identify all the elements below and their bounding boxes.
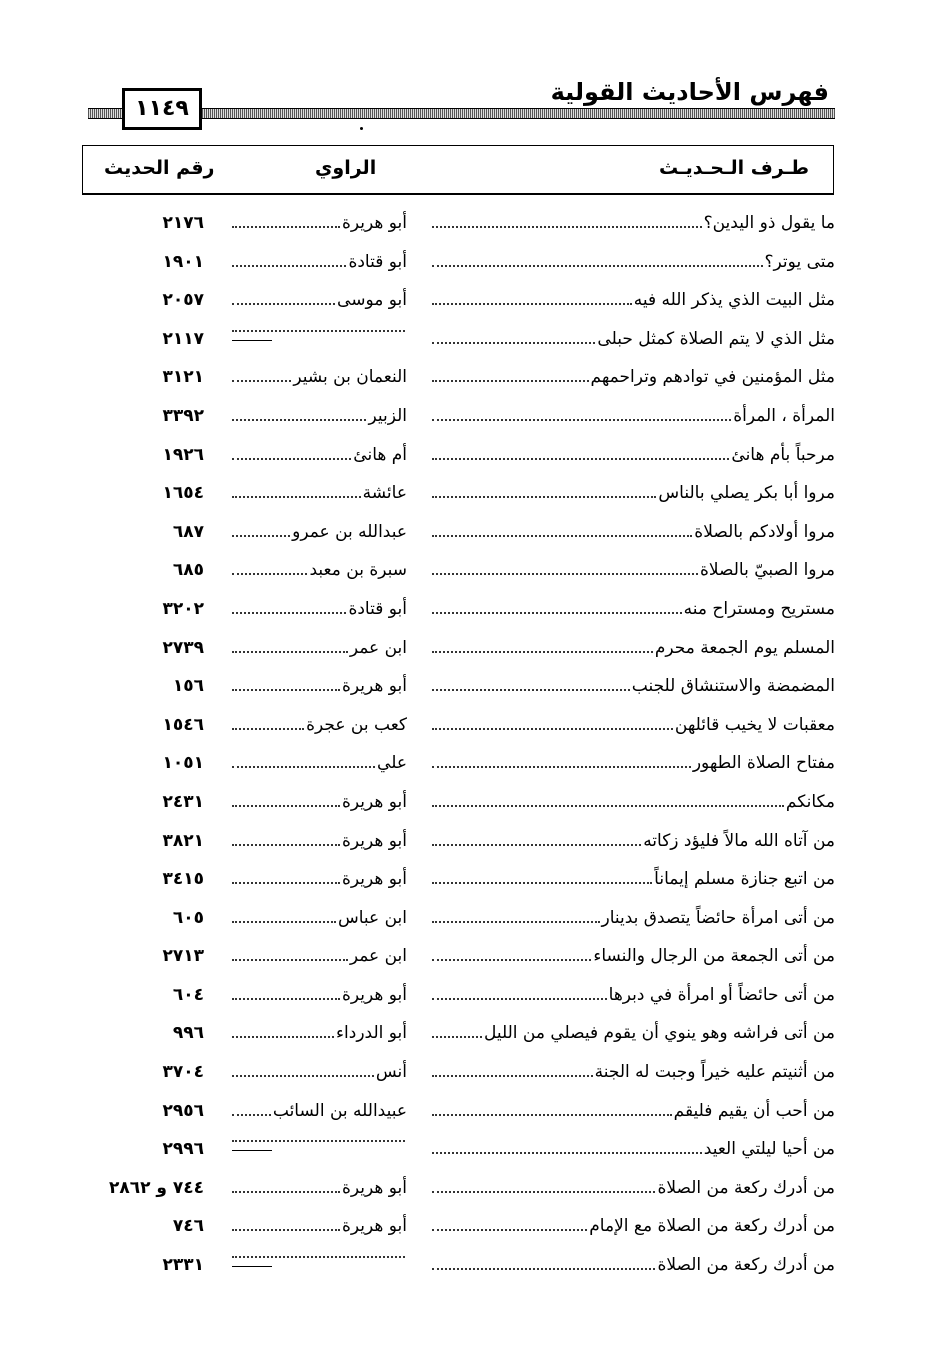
dot-leader	[432, 1190, 655, 1193]
dot-leader	[232, 329, 405, 332]
hadith-text: مكانكم	[785, 791, 835, 812]
narrator-text: النعمان بن بشير	[293, 367, 407, 388]
narrator-cell	[232, 522, 407, 542]
hadith-text: مثل المؤمنين في توادهم وتراحمهم	[590, 367, 835, 388]
dot-leader	[232, 1190, 340, 1193]
hadith-number: ١٠٥١	[162, 753, 204, 774]
narrator-text: أبو هريرة	[341, 213, 407, 233]
column-header-narrator: الراوي	[315, 157, 377, 179]
dot-leader	[432, 881, 652, 884]
hadith-text: من أتى امرأة حائضاً يتصدق بدينار	[601, 907, 835, 928]
hadith-cell	[432, 985, 835, 1005]
narrator-cell	[232, 676, 407, 696]
hadith-text: من أتى حائضاً أو امرأة في دبرها	[608, 984, 835, 1005]
hadith-cell	[432, 638, 835, 658]
narrator-cell	[232, 1023, 407, 1043]
hadith-number: ٣٣٩٢	[162, 405, 204, 426]
hadith-number: ٢٠٥٧	[162, 290, 204, 311]
hadith-number: ١٥٤٦	[162, 714, 204, 735]
hadith-text: المضمضة والاستنشاق للجنب	[631, 676, 835, 697]
dot-leader	[432, 379, 589, 382]
narrator-text: أبو موسى	[337, 290, 407, 311]
hadith-number: ٢١٧٦	[162, 213, 204, 233]
table-row	[0, 828, 939, 867]
hadith-text: من أدرك ركعة من الصلاة مع الإمام	[589, 1216, 835, 1237]
hadith-text: ما يقول ذو اليدين؟	[703, 213, 835, 233]
hadith-text: من أحب أن يقيم فليقم	[673, 1100, 835, 1121]
dot-leader	[432, 650, 653, 653]
narrator-cell	[232, 1062, 407, 1082]
narrator-text: أبو قتادة	[348, 598, 407, 619]
hadith-number: ٣٤١٥	[162, 869, 204, 890]
hadith-text: متى يوتر؟	[764, 251, 835, 272]
table-row	[0, 1098, 939, 1137]
table-row	[0, 210, 939, 249]
narrator-cell	[232, 1139, 407, 1147]
table-row	[0, 982, 939, 1021]
table-row	[0, 1059, 939, 1098]
table-row	[0, 1136, 939, 1175]
column-header-number: رقم الحديث	[104, 157, 215, 179]
table-row	[0, 480, 939, 519]
table-row	[0, 635, 939, 674]
hadith-text: من أتى فراشه وهو ينوي أن يقوم فيصلي من الليل	[483, 1023, 835, 1044]
no-narrator-dash	[232, 1150, 272, 1151]
hadith-text: مستريح ومستراح منه	[683, 598, 835, 619]
narrator-text: أم هانئ	[353, 444, 407, 465]
dot-leader	[232, 534, 290, 537]
hadith-text: مروا الصبيّ بالصلاة	[699, 560, 835, 581]
dot-leader	[432, 1267, 655, 1270]
narrator-cell	[232, 1216, 407, 1236]
hadith-number: ١٦٥٤	[162, 483, 204, 504]
no-narrator-dash	[232, 340, 272, 341]
narrator-text: أبو قتادة	[348, 251, 407, 272]
narrator-text: أبو هريرة	[341, 830, 407, 851]
dot-leader	[232, 611, 346, 614]
hadith-text: مفتاح الصلاة الطهور	[692, 753, 835, 774]
narrator-cell	[232, 445, 407, 465]
hadith-cell	[432, 792, 835, 812]
hadith-cell	[432, 329, 835, 349]
dot-leader	[432, 804, 784, 807]
hadith-cell	[432, 406, 835, 426]
hadith-number: ٣٨٢١	[162, 830, 204, 851]
narrator-cell	[232, 213, 407, 233]
dot-leader	[232, 843, 340, 846]
narrator-text: أبو هريرة	[341, 1216, 407, 1237]
table-row	[0, 1020, 939, 1059]
narrator-cell	[232, 599, 407, 619]
dot-leader	[432, 418, 731, 421]
narrator-cell	[232, 406, 407, 426]
dot-leader	[432, 958, 591, 961]
dot-leader	[232, 688, 340, 691]
table-row	[0, 557, 939, 596]
narrator-cell	[232, 753, 407, 773]
hadith-cell	[432, 599, 835, 619]
narrator-cell	[232, 908, 407, 928]
narrator-cell	[232, 1101, 407, 1121]
narrator-text: عبيدالله بن السائب	[272, 1100, 407, 1121]
hadith-text: من أتى الجمعة من الرجال والنساء	[593, 946, 835, 967]
hadith-text: مرحباً بأم هانئ	[731, 444, 835, 465]
hadith-cell	[432, 252, 835, 272]
hadith-number: ٢١١٧	[162, 328, 204, 349]
dot-leader	[232, 1139, 405, 1142]
hadith-cell	[432, 1255, 835, 1275]
narrator-cell	[232, 638, 407, 658]
hadith-number: ٦٠٤	[172, 984, 204, 1005]
hadith-cell	[432, 560, 835, 580]
hadith-cell	[432, 1062, 835, 1082]
hadith-cell	[432, 290, 835, 310]
dot-leader	[432, 1228, 587, 1231]
hadith-number: ٢٣٣١	[162, 1255, 204, 1276]
hadith-number: ٢٩٩٦	[162, 1139, 204, 1160]
running-title: فهرس الأحاديث القولية	[550, 78, 829, 106]
hadith-number: ٣٢٠٢	[162, 598, 204, 619]
table-row	[0, 364, 939, 403]
dot-leader	[232, 225, 340, 228]
narrator-text: أبو الدرداء	[336, 1023, 407, 1044]
hadith-number: ٢٩٥٦	[162, 1100, 204, 1121]
table-row	[0, 249, 939, 288]
dot-leader	[432, 997, 607, 1000]
hadith-cell	[432, 869, 835, 889]
dot-leader	[232, 958, 348, 961]
table-row	[0, 673, 939, 712]
hadith-text: من أحيا ليلتي العيد	[703, 1139, 835, 1160]
hadith-cell	[432, 1101, 835, 1121]
hadith-cell	[432, 1023, 835, 1043]
dot-leader	[432, 1074, 593, 1077]
dot-leader	[232, 1113, 271, 1116]
hadith-number: ٣٧٠٤	[162, 1062, 204, 1083]
table-row	[0, 943, 939, 982]
hadith-number: ٦٨٥	[172, 560, 204, 581]
dot-leader	[232, 495, 361, 498]
dot-leader	[432, 843, 641, 846]
hadith-cell	[432, 522, 835, 542]
table-row	[0, 712, 939, 751]
dot-leader	[232, 457, 351, 460]
narrator-text: أبو هريرة	[341, 1177, 407, 1198]
hadith-cell	[432, 445, 835, 465]
table-row	[0, 750, 939, 789]
hadith-cell	[432, 1216, 835, 1236]
hadith-number: ١٥٦	[172, 676, 204, 697]
hadith-cell	[432, 213, 835, 233]
narrator-text: أبو هريرة	[341, 869, 407, 890]
hadith-number: ١٩٢٦	[162, 444, 204, 465]
narrator-cell	[232, 792, 407, 812]
hadith-number: ٦٨٧	[172, 521, 204, 542]
table-row	[0, 905, 939, 944]
narrator-cell	[232, 946, 407, 966]
dot-leader	[232, 1074, 374, 1077]
table-row	[0, 1213, 939, 1252]
narrator-text: أبو هريرة	[341, 676, 407, 697]
dot-leader	[232, 302, 335, 305]
dot-leader	[432, 1113, 672, 1116]
narrator-text: عبدالله بن عمرو	[292, 521, 407, 542]
column-header-hadith: طـرف الـحـديـث	[659, 157, 809, 179]
narrator-text: أبو هريرة	[341, 791, 407, 812]
hadith-cell	[432, 1139, 835, 1159]
dot-leader	[432, 457, 729, 460]
hadith-text: معقبات لا يخيب قائلهن	[674, 714, 835, 735]
table-row	[0, 596, 939, 635]
narrator-cell	[232, 290, 407, 310]
dot-leader	[232, 650, 348, 653]
dot-leader	[232, 379, 291, 382]
dot-leader	[232, 264, 346, 267]
dot-leader	[232, 920, 336, 923]
hadith-text: من أدرك ركعة من الصلاة	[657, 1255, 835, 1276]
narrator-text: ابن عباس	[337, 907, 407, 928]
narrator-text: ابن عمر	[349, 946, 407, 967]
dot-leader	[432, 225, 702, 228]
hadith-text: المرأة ، المرأة	[733, 405, 835, 426]
narrator-cell	[232, 831, 407, 851]
hadith-cell	[432, 483, 835, 503]
narrator-cell	[232, 483, 407, 503]
hadith-cell	[432, 946, 835, 966]
hadith-cell	[432, 367, 835, 387]
dot-leader	[432, 765, 691, 768]
narrator-text: سبرة بن معبد	[309, 560, 407, 581]
narrator-cell	[232, 252, 407, 272]
table-row	[0, 403, 939, 442]
hadith-text: من أدرك ركعة من الصلاة	[657, 1177, 835, 1198]
table-row	[0, 1175, 939, 1214]
hadith-number: ٣١٢١	[162, 367, 204, 388]
hadith-text: مثل البيت الذي يذكر الله فيه	[633, 290, 835, 311]
narrator-cell	[232, 715, 407, 735]
hadith-text: من آتاه الله مالاً فليؤد زكاته	[643, 830, 835, 851]
hadith-text: مروا أولادكم بالصلاة	[694, 521, 835, 542]
table-row	[0, 287, 939, 326]
narrator-cell	[232, 1255, 407, 1263]
narrator-text: أنس	[375, 1062, 407, 1083]
narrator-cell	[232, 1178, 407, 1198]
table-row	[0, 326, 939, 365]
dot-leader	[432, 1035, 482, 1038]
narrator-cell	[232, 869, 407, 889]
index-table	[0, 210, 939, 1291]
table-row	[0, 442, 939, 481]
dot-leader	[432, 495, 656, 498]
hadith-cell	[432, 1178, 835, 1198]
hadith-number: ٢٧٣٩	[162, 637, 204, 658]
dot-leader	[232, 418, 366, 421]
hadith-text: مروا أبا بكر يصلي بالناس	[658, 483, 835, 504]
narrator-text: عائشة	[362, 483, 407, 504]
hadith-text: مثل الذي لا يتم الصلاة كمثل حبلى	[597, 328, 835, 349]
narrator-text: علي	[377, 753, 407, 774]
dot-leader	[232, 727, 304, 730]
dot-leader	[232, 1228, 340, 1231]
hadith-number: ٦٠٥	[172, 907, 204, 928]
hadith-cell	[432, 715, 835, 735]
dot-leader	[432, 534, 692, 537]
dot-leader	[432, 611, 682, 614]
table-row	[0, 866, 939, 905]
table-row	[0, 519, 939, 558]
dot-leader	[432, 264, 763, 267]
hadith-cell	[432, 753, 835, 773]
dot-leader	[232, 997, 340, 1000]
dot-leader	[232, 572, 307, 575]
narrator-cell	[232, 367, 407, 387]
hadith-number: ٢٧١٣	[162, 946, 204, 967]
hadith-number: ٧٤٤ و ٢٨٦٢	[108, 1177, 204, 1198]
no-narrator-dash	[232, 1266, 272, 1267]
hadith-text: من اتبع جنازة مسلم إيماناً	[654, 869, 835, 890]
narrator-text: كعب بن عجرة	[306, 714, 407, 735]
decorative-dot	[360, 127, 363, 130]
dot-leader	[432, 302, 632, 305]
dot-leader	[432, 1151, 702, 1154]
dot-leader	[432, 920, 600, 923]
dot-leader	[232, 1255, 405, 1258]
hadith-cell	[432, 676, 835, 696]
narrator-cell	[232, 560, 407, 580]
narrator-cell	[232, 329, 407, 337]
hadith-number: ٢٤٣١	[162, 791, 204, 812]
narrator-text: أبو هريرة	[341, 984, 407, 1005]
hadith-number: ٩٩٦	[172, 1023, 204, 1044]
dot-leader	[432, 572, 698, 575]
hadith-cell	[432, 831, 835, 851]
dot-leader	[232, 1035, 334, 1038]
narrator-text: ابن عمر	[349, 637, 407, 658]
dot-leader	[232, 804, 340, 807]
hadith-number: ١٩٠١	[162, 251, 204, 272]
dot-leader	[432, 341, 595, 344]
narrator-cell	[232, 985, 407, 1005]
page-number: ١١٤٩	[122, 88, 202, 130]
dot-leader	[432, 727, 673, 730]
hadith-cell	[432, 908, 835, 928]
dot-leader	[232, 765, 375, 768]
table-row	[0, 789, 939, 828]
dot-leader	[432, 688, 630, 691]
hadith-number: ٧٤٦	[172, 1216, 204, 1237]
dot-leader	[232, 881, 340, 884]
hadith-text: من أثنيتم عليه خيراً وجبت له الجنة	[594, 1062, 835, 1083]
hadith-text: المسلم يوم الجمعة محرم	[654, 637, 835, 658]
table-row	[0, 1252, 939, 1291]
narrator-text: الزبير	[368, 405, 407, 426]
